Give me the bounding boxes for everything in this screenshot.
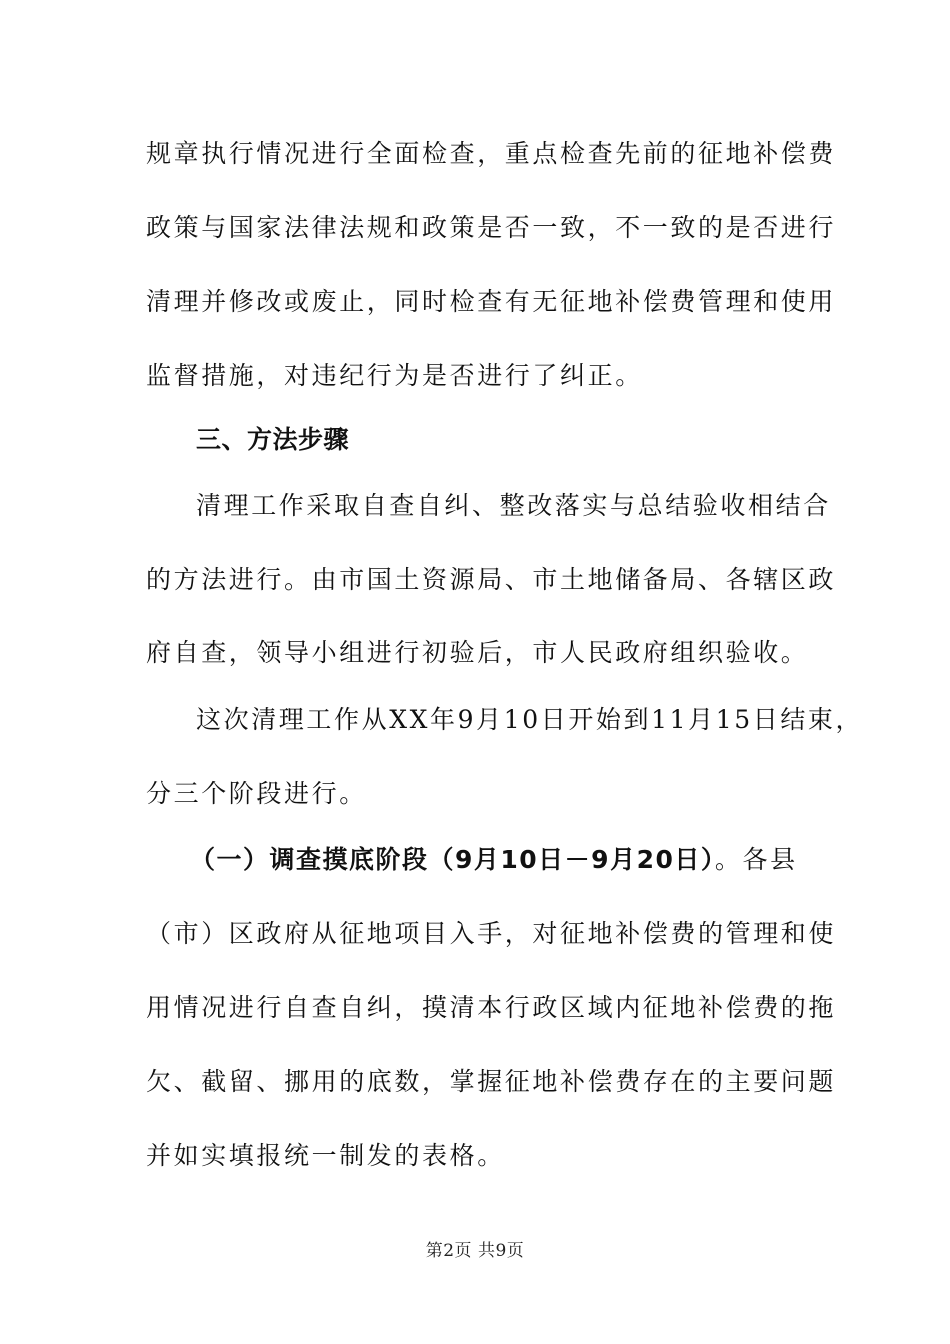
body-line: 这次清理工作从XX年9月10日开始到11月15日结束， (196, 705, 864, 734)
body-line: 用情况进行自查自纠，摸清本行政区域内征地补偿费的拖 (146, 993, 837, 1022)
body-line: 监督措施，对违纪行为是否进行了纠正。 (146, 361, 643, 390)
body-line: 的方法进行。由市国土资源局、市土地储备局、各辖区政 (146, 565, 837, 594)
subsection-line (190, 844, 830, 876)
body-line: 清理并修改或废止，同时检查有无征地补偿费管理和使用 (146, 287, 837, 316)
body-line: 清理工作采取自查自纠、整改落实与总结验收相结合 (196, 491, 831, 520)
body-line: 规章执行情况进行全面检查，重点检查先前的征地补偿费 (146, 139, 837, 168)
page-number-footer: 第2页 共9页 (425, 1241, 525, 1261)
body-line: 分三个阶段进行。 (146, 779, 367, 808)
body-text: 。各县 (714, 845, 798, 874)
body-line: 欠、截留、挪用的底数，掌握征地补偿费存在的主要问题 (146, 1067, 837, 1096)
body-line: 政策与国家法律法规和政策是否一致，不一致的是否进行 (146, 213, 837, 242)
body-line: 并如实填报统一制发的表格。 (146, 1141, 505, 1170)
body-line: 府自查，领导小组进行初验后，市人民政府组织验收。 (146, 638, 809, 667)
section-heading: 三、方法步骤 (196, 425, 350, 454)
subsection-heading: （一）调查摸底阶段（9月10日－9月20日） (190, 845, 715, 874)
body-line: （市）区政府从征地项目入手，对征地补偿费的管理和使 (146, 919, 837, 948)
